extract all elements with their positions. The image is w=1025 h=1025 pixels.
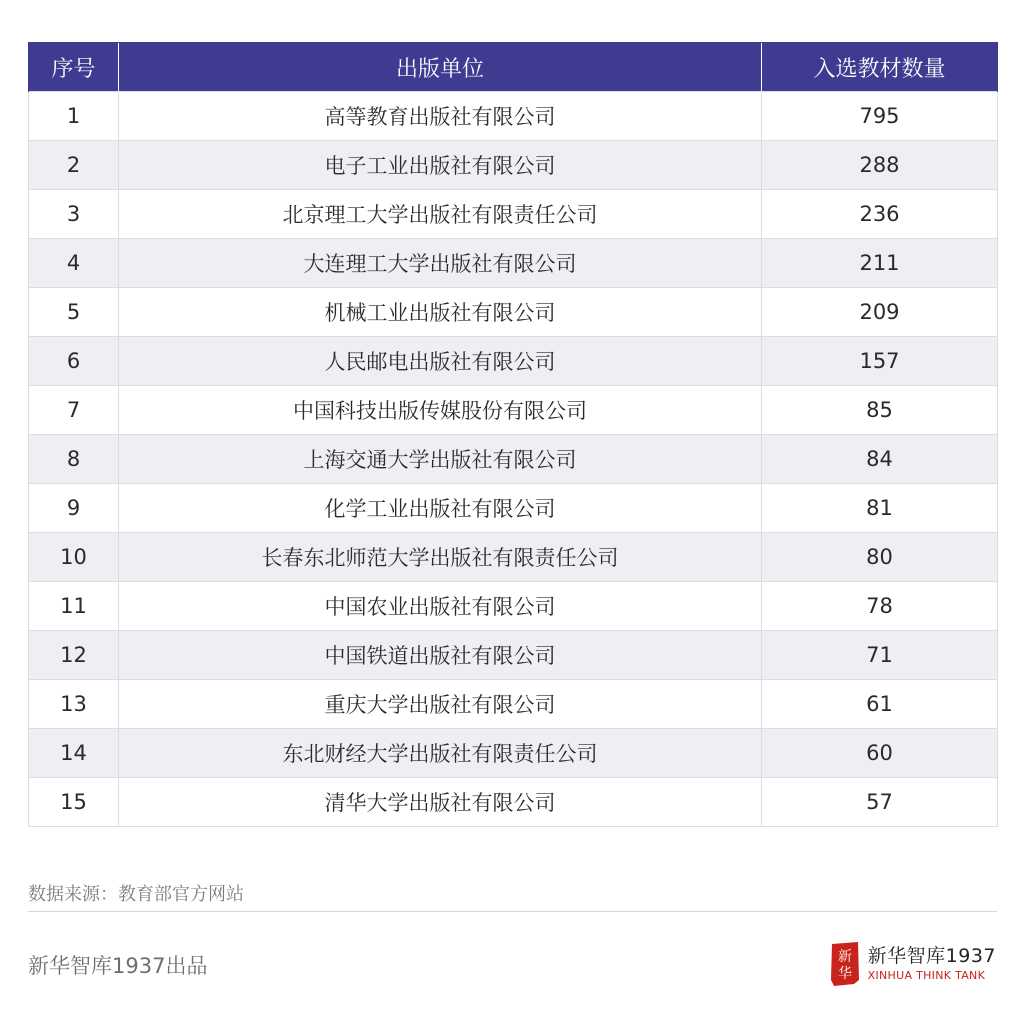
table-row (29, 239, 998, 288)
table-row (29, 337, 998, 386)
cell-publisher: 清华大学出版社有限公司 (119, 778, 762, 827)
cell-rank: 15 (29, 778, 119, 827)
cell-rank: 11 (29, 582, 119, 631)
table-header-row (29, 43, 998, 92)
cell-publisher: 人民邮电出版社有限公司 (119, 337, 762, 386)
cell-publisher: 长春东北师范大学出版社有限责任公司 (119, 533, 762, 582)
cell-count: 78 (762, 582, 998, 631)
cell-count: 795 (762, 92, 998, 141)
table-row (29, 778, 998, 827)
cell-publisher: 中国铁道出版社有限公司 (119, 631, 762, 680)
cell-rank: 9 (29, 484, 119, 533)
cell-count: 209 (762, 288, 998, 337)
cell-rank: 7 (29, 386, 119, 435)
cell-publisher: 化学工业出版社有限公司 (119, 484, 762, 533)
cell-publisher: 中国科技出版传媒股份有限公司 (119, 386, 762, 435)
cell-rank: 4 (29, 239, 119, 288)
cell-count: 81 (762, 484, 998, 533)
seal-icon (828, 940, 862, 988)
cell-publisher: 重庆大学出版社有限公司 (119, 680, 762, 729)
cell-publisher: 中国农业出版社有限公司 (119, 582, 762, 631)
column-header-rank: 序号 (29, 43, 119, 92)
table-row (29, 386, 998, 435)
cell-publisher: 机械工业出版社有限公司 (119, 288, 762, 337)
logo-name-en: XINHUA THINK TANK (867, 969, 986, 982)
column-header-publisher: 出版单位 (119, 43, 762, 92)
cell-count: 80 (762, 533, 998, 582)
table-row (29, 141, 998, 190)
cell-count: 157 (762, 337, 998, 386)
cell-rank: 6 (29, 337, 119, 386)
cell-rank: 1 (29, 92, 119, 141)
table-row (29, 288, 998, 337)
cell-rank: 14 (29, 729, 119, 778)
cell-rank: 5 (29, 288, 119, 337)
credit-line: 新华智库1937出品 (28, 954, 208, 978)
cell-publisher: 北京理工大学出版社有限责任公司 (119, 190, 762, 239)
logo-name-cn: 新华智库1937 (867, 945, 996, 967)
table-row (29, 484, 998, 533)
cell-count: 61 (762, 680, 998, 729)
table-row (29, 582, 998, 631)
table-row (29, 533, 998, 582)
cell-count: 288 (762, 141, 998, 190)
cell-publisher: 高等教育出版社有限公司 (119, 92, 762, 141)
cell-count: 85 (762, 386, 998, 435)
cell-rank: 12 (29, 631, 119, 680)
cell-publisher: 大连理工大学出版社有限公司 (119, 239, 762, 288)
data-source: 数据来源：教育部官方网站 (28, 884, 244, 905)
cell-count: 84 (762, 435, 998, 484)
table-row (29, 729, 998, 778)
cell-rank: 2 (29, 141, 119, 190)
cell-count: 236 (762, 190, 998, 239)
cell-rank: 13 (29, 680, 119, 729)
table-row (29, 631, 998, 680)
footer-divider (28, 911, 997, 912)
table-row (29, 435, 998, 484)
cell-count: 71 (762, 631, 998, 680)
cell-publisher: 电子工业出版社有限公司 (119, 141, 762, 190)
cell-rank: 8 (29, 435, 119, 484)
cell-count: 57 (762, 778, 998, 827)
data-table (28, 42, 998, 827)
svg-text:新: 新 (837, 949, 852, 965)
cell-rank: 10 (29, 533, 119, 582)
cell-count: 60 (762, 729, 998, 778)
brand-logo (828, 938, 996, 990)
cell-publisher: 东北财经大学出版社有限责任公司 (119, 729, 762, 778)
table-row (29, 190, 998, 239)
column-header-count: 入选教材数量 (762, 43, 998, 92)
table-row (29, 680, 998, 729)
table-body (29, 92, 998, 827)
cell-count: 211 (762, 239, 998, 288)
cell-rank: 3 (29, 190, 119, 239)
table-row (29, 92, 998, 141)
cell-publisher: 上海交通大学出版社有限公司 (119, 435, 762, 484)
svg-text:华: 华 (837, 966, 852, 982)
